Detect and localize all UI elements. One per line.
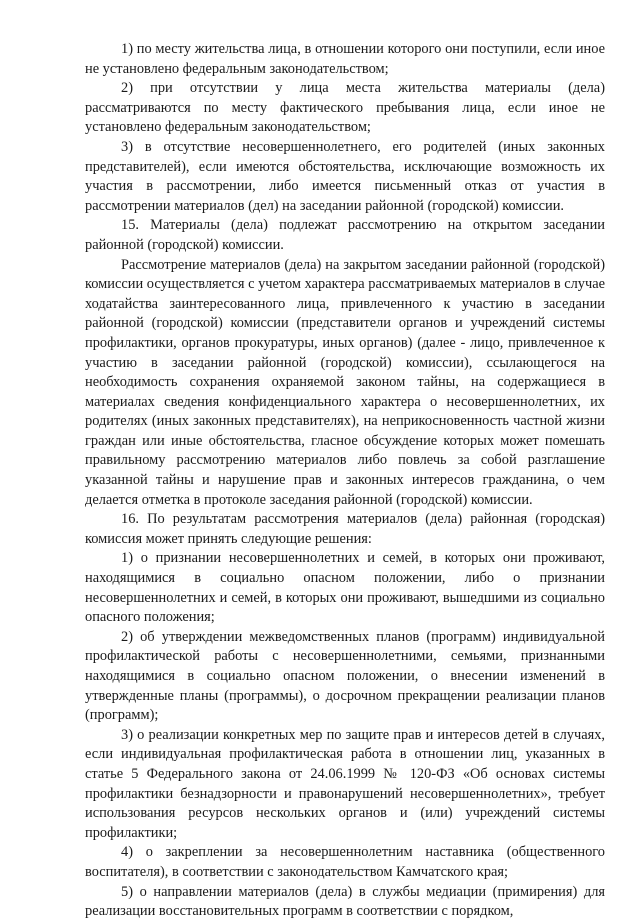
- paragraph-decision-5: 5) о направлении материалов (дела) в службы медиации (примирения) для реализации восстановительных программ в соответствии с порядком,: [85, 883, 605, 920]
- paragraph-closed-session: Рассмотрение материалов (дела) на закрытом заседании районной (городской) комиссии осуществляется с учетом характера рассматриваемых материалов в случае ходатайства заинтересованного лица, привлеченного к участию в заседании районной (городской) комиссии (представители органов и учреждений системы профилактики, органов прокуратуры, иных органов) (далее - лицо, привлеченное к участию в заседании районной (городской) комиссии), ссылающегося на необходимость сохранения охраняемой законом тайны, на содержащиеся в материалах сведения конфиденциального характера о несовершеннолетних, их родителях (иных законных представителях), на неприкосновенность частной жизни граждан или иные обстоятельства, гласное обсуждение которых может помешать правильному рассмотрению материалов либо повлечь за собой разглашение указанной тайны и нарушение прав и законных интересов гражданина, о чем делается отметка в протоколе заседания районной (городской) комиссии.: [85, 256, 605, 508]
- paragraph-decision-3: 3) о реализации конкретных мер по защите прав и интересов детей в случаях, если индивидуальная профилактическая работа в отношении лиц, указанных в статье 5 Федерального закона от 24.06.1999 № 120-ФЗ «Об основах системы профилактики безнадзорности и правонарушений несовершеннолетних», требует использования ресурсов нескольких органов и (или) учреждений системы профилактики;: [85, 726, 605, 841]
- paragraph-decision-1: 1) о признании несовершеннолетних и семей, в которых они проживают, находящимися в социально опасном положении, либо о признании несовершеннолетних и семей, в которых они проживают, вышедшими из социально опасного положения;: [85, 550, 605, 626]
- paragraph-item-3-absence: 3) в отсутствие несовершеннолетнего, его родителей (иных законных представителей), если имеются обстоятельства, исключающие возможность их участия в рассмотрении, либо имеется письменный отказ от участия в рассмотрении материалов (дел) на заседании районной (городской) комиссии.: [85, 138, 605, 214]
- paragraph-item-2-stay: 2) при отсутствии у лица места жительства материалы (дела) рассматриваются по месту фактического пребывания лица, если иное не установлено федеральным законодательством;: [85, 80, 605, 136]
- paragraph-clause-15: 15. Материалы (дела) подлежат рассмотрению на открытом заседании районной (городской) комиссии.: [85, 217, 605, 253]
- paragraph-decision-2: 2) об утверждении межведомственных планов (программ) индивидуальной профилактической работы с несовершеннолетними, семьями, признанными находящимися в социально опасном положении, о внесении изменений в утвержденные планы (программы), о досрочном прекращении реализации планов (программ);: [85, 628, 605, 724]
- document-body: [85, 40, 605, 922]
- paragraph-item-1-residence: 1) по месту жительства лица, в отношении которого они поступили, если иное не установлено федеральным законодательством;: [85, 41, 605, 77]
- paragraph-clause-16: 16. По результатам рассмотрения материалов (дела) районная (городская) комиссия может принять следующие решения:: [85, 511, 605, 547]
- paragraph-decision-4: 4) о закреплении за несовершеннолетним наставника (общественного воспитателя), в соответствии с законодательством Камчатского края;: [85, 844, 605, 880]
